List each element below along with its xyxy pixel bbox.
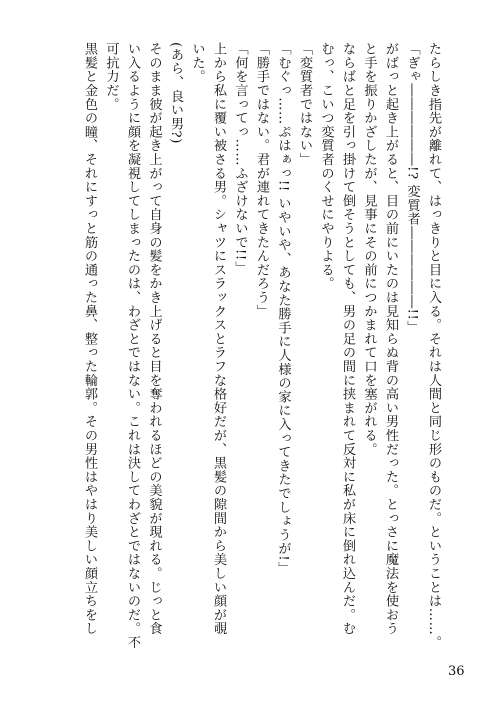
- text-line: たらしき指先が離れて、はっきりと目に入る。それは人間と同じ形のものだ。ということは……。: [426, 42, 441, 650]
- text-line: 「変質者ではない」: [297, 42, 312, 167]
- text-line: がばっと起き上がると、目の前にいたのは見知らぬ背の高い男性だった。とっさに魔法を使おう: [383, 42, 398, 636]
- text-line: 「勝手ではない。君が連れてきたんだろう」: [254, 42, 269, 318]
- text-line: 「何を言ってっ……ふざけないで!!」: [232, 42, 248, 275]
- text-line: 「ぎゃ――――――!? 変質者――――――!!」: [404, 42, 420, 335]
- text-line: (あら、良い男?): [168, 42, 183, 144]
- text-line: い入るように顔を凝視してしまったのは、わざとではない。これは決してわざとではないのだ。不: [125, 42, 140, 650]
- text-line: 黒髪と金色の瞳、それにすっと筋の通った鼻、整った輪郭。その男性はやはり美しい顔立ちをし: [82, 42, 97, 636]
- body-text: [44, 42, 444, 662]
- text-line: 可抗力だ。: [103, 42, 119, 111]
- text-line: ならばと足を引っ掛けて倒そうとしても、男の足の間に挟まれて反対に私が床に倒れ込んだ。む: [340, 42, 355, 636]
- text-line: と手を振りかざしたが、見事にその前につかまれて口を塞がれる。: [361, 42, 377, 456]
- text-line: いた。: [189, 42, 205, 84]
- text-line: 「むぐっ……ぷはぁっ!! いやいや、あなた勝手に人様の家に入ってきたでしょうが!」: [275, 42, 291, 576]
- text-line: 上から私に覆い被さる男。シャツにスラックスとラフな格好だが、黒髪の隙間から美しい顔が覗: [211, 42, 226, 636]
- page-number: 36: [448, 664, 465, 679]
- text-line: むっ、こいつ変質者のくせにやりよる。: [318, 42, 334, 291]
- text-line: そのまま彼が起き上がって自身の髪をかき上げると目を奪われるほどの美貌が現れる。じっと食: [146, 42, 162, 636]
